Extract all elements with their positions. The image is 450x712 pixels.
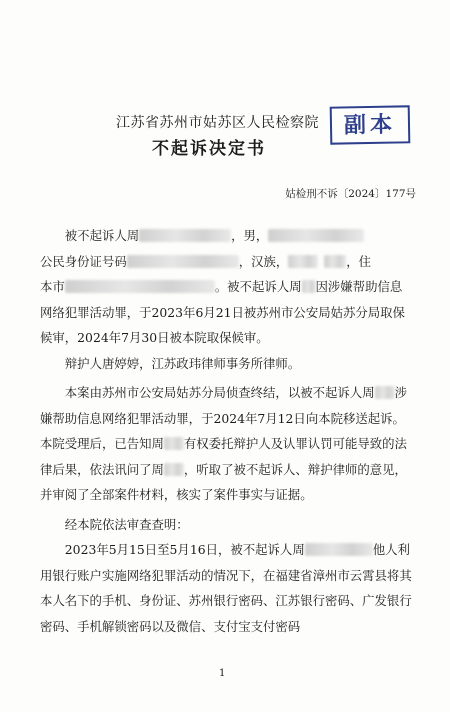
redacted-occupation: [324, 255, 346, 268]
redacted-name: [164, 463, 184, 476]
redacted-birth-info: [268, 229, 364, 242]
text-run: ，男，: [231, 228, 269, 243]
facts-paragraph: [40, 537, 412, 639]
reference-number: 姑检刑不诉〔2024〕177号: [285, 188, 416, 200]
text-run: 有权委托辩护人及认罪认罚可能导致的法律后果，依法讯问了周: [40, 436, 407, 477]
text-run: 2023年5月15日至5月16日，被不起诉人周: [64, 542, 305, 557]
text-run: ，汉族，: [238, 253, 289, 269]
document-body: [40, 223, 412, 639]
text-run: 本市: [40, 279, 65, 294]
text-run: 因涉嫌帮助信息网络犯罪活动罪，于2023年6月21日被苏州市公安局姑苏分局取保候审，2024年7月30日被本院取保候审。: [40, 279, 405, 345]
text-run: ，听取了被不起诉人、辩护律师的意见，并审阅了全部案件材料，核实了案件事实与证据。: [40, 461, 407, 502]
document-title: 不起诉决定书: [152, 139, 266, 159]
redacted-address: [65, 280, 215, 293]
redacted-education: [288, 255, 318, 268]
text-run: ，住: [346, 253, 372, 269]
text-run: 他人利用银行账户实施网络犯罪活动的情况下，在福建省漳州市云霄县将其本人名下的手机、身份证、苏州银行密码、江苏银行密码、广发银行密码、手机解锁密码以及微信、支付宝支付密码: [40, 542, 412, 634]
page-number: 1: [219, 668, 226, 679]
case-procedure-paragraph: [40, 380, 412, 508]
redacted-name: [302, 280, 316, 293]
redacted-id-number: [127, 255, 239, 268]
redacted-name: [139, 229, 231, 242]
text-run: 本案由苏州市公安局姑苏分局侦查终结，以被不起诉人周: [64, 385, 375, 400]
text-run: 被不起诉人周: [64, 228, 140, 243]
redacted-name: [164, 437, 184, 450]
redacted-name: [305, 543, 373, 556]
defense-counsel-paragraph: 辩护人唐婷婷，江苏政玮律师事务所律师。: [64, 355, 301, 371]
issuing-organization: 江苏省苏州市姑苏区人民检察院: [116, 115, 319, 131]
text-run: 。被不起诉人周: [214, 279, 302, 294]
findings-intro: 经本院依法审查查明：: [64, 516, 189, 532]
defendant-info-paragraph: [40, 223, 412, 351]
redacted-name: [375, 386, 395, 399]
copy-stamp: 副本: [330, 105, 411, 144]
text-run: 公民身份证号码: [40, 253, 127, 269]
text-run: 涉嫌帮助信息网络犯罪活动罪，于2024年7月12日向本院移送起诉。本院受理后，已告知周: [40, 385, 407, 451]
